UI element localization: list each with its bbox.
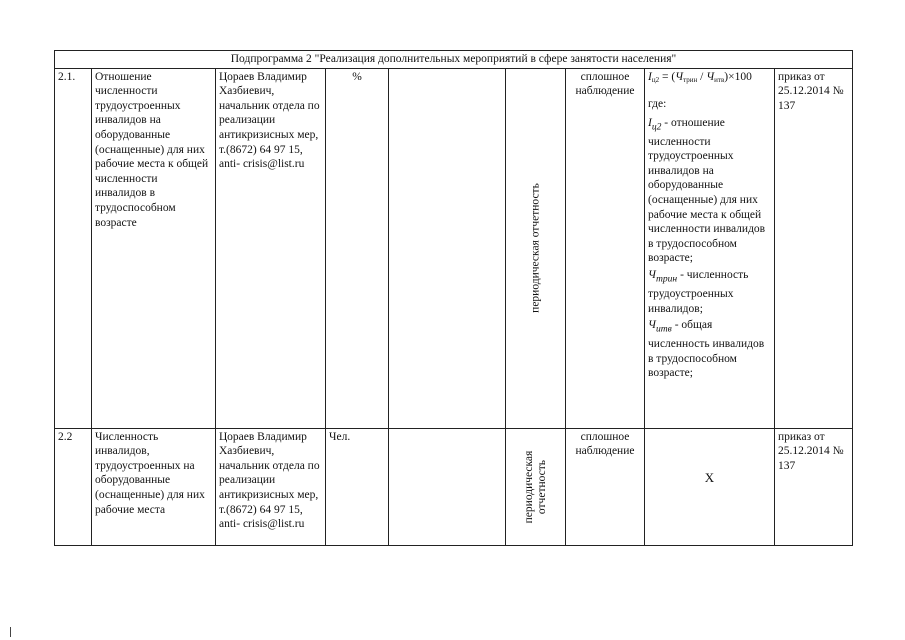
def-text: - отношение численности трудоустроенных инвалидов на оборудованные (оснащенные) для них рабочие места к общей численности инвалидов в трудоспособном возрасте; xyxy=(648,116,766,265)
legal-basis: приказ от 25.12.2014 № 137 xyxy=(775,68,853,428)
def-symbol-sub: ц2 xyxy=(651,121,662,133)
responsible-person: Цораев Владимир Хазбиевич, начальник отдела по реализации антикризисных мер, т.(8672) 64 97 15, anti- crisis@list.ru xyxy=(216,428,326,545)
formula-definition xyxy=(648,318,771,381)
def-symbol: Ч xyxy=(648,319,656,332)
indicator-name: Отношение численности трудоустроенных инвалидов на оборудованные (оснащенные) для них рабочие места к общей численности инвалидов в трудоспособном возрасте xyxy=(92,68,216,428)
def-symbol: I xyxy=(648,116,652,129)
formula-numerator-sub: трин xyxy=(683,75,698,84)
formula-cell xyxy=(645,68,775,428)
empty-cell xyxy=(389,68,506,428)
subprogram-title: Подпрограмма 2 "Реализация дополнительных мероприятий в сфере занятости населения" xyxy=(55,51,853,69)
table-row xyxy=(55,68,853,428)
formula-where: где: xyxy=(648,98,667,111)
empty-cell xyxy=(389,428,506,545)
periodicity-text: периодическая отчетность xyxy=(522,450,548,523)
formula-cell xyxy=(645,428,775,545)
periodicity-text: периодическая отчетность xyxy=(529,183,541,313)
unit-of-measure: % xyxy=(326,68,389,428)
formula-definition xyxy=(648,116,771,266)
indicator-table xyxy=(54,50,853,546)
periodicity-cell xyxy=(506,428,566,545)
legal-basis: приказ от 25.12.2014 № 137 xyxy=(775,428,853,545)
unit-of-measure: Чел. xyxy=(326,428,389,545)
def-symbol: Ч xyxy=(648,269,656,282)
formula-denominator: Ч xyxy=(706,70,715,83)
scan-edge-mark xyxy=(10,627,11,637)
table-row xyxy=(55,428,853,545)
formula-lhs: I xyxy=(648,70,652,83)
not-applicable-mark: X xyxy=(704,469,715,485)
formula-eq: = ( xyxy=(659,70,676,83)
def-symbol-sub: итв xyxy=(655,323,672,335)
subprogram-row xyxy=(55,51,853,69)
periodicity-cell xyxy=(506,68,566,428)
formula-lhs-sub: ц2 xyxy=(651,75,660,84)
collection-method: сплошное наблюдение xyxy=(566,428,645,545)
formula xyxy=(648,70,771,88)
row-number: 2.1. xyxy=(55,68,92,428)
formula-divide: / xyxy=(697,70,707,83)
def-text: - численность трудоустроенных инвалидов; xyxy=(648,269,749,315)
row-number: 2.2 xyxy=(55,428,92,545)
collection-method: сплошное наблюдение xyxy=(566,68,645,428)
formula-definition xyxy=(648,268,771,316)
def-symbol-sub: трин xyxy=(655,273,678,285)
indicator-name: Численность инвалидов, трудоустроенных на оборудованные (оснащенные) для них рабочие места xyxy=(92,428,216,545)
responsible-person: Цораев Владимир Хазбиевич, начальник отдела по реализации антикризисных мер, т.(8672) 64 97 15, anti- crisis@list.ru xyxy=(216,68,326,428)
def-text: - общая численность инвалидов в трудоспособном возрасте; xyxy=(648,319,765,380)
formula-numerator: Ч xyxy=(675,70,684,83)
formula-tail: )×100 xyxy=(724,70,752,83)
formula-denominator-sub: итв xyxy=(714,75,725,84)
